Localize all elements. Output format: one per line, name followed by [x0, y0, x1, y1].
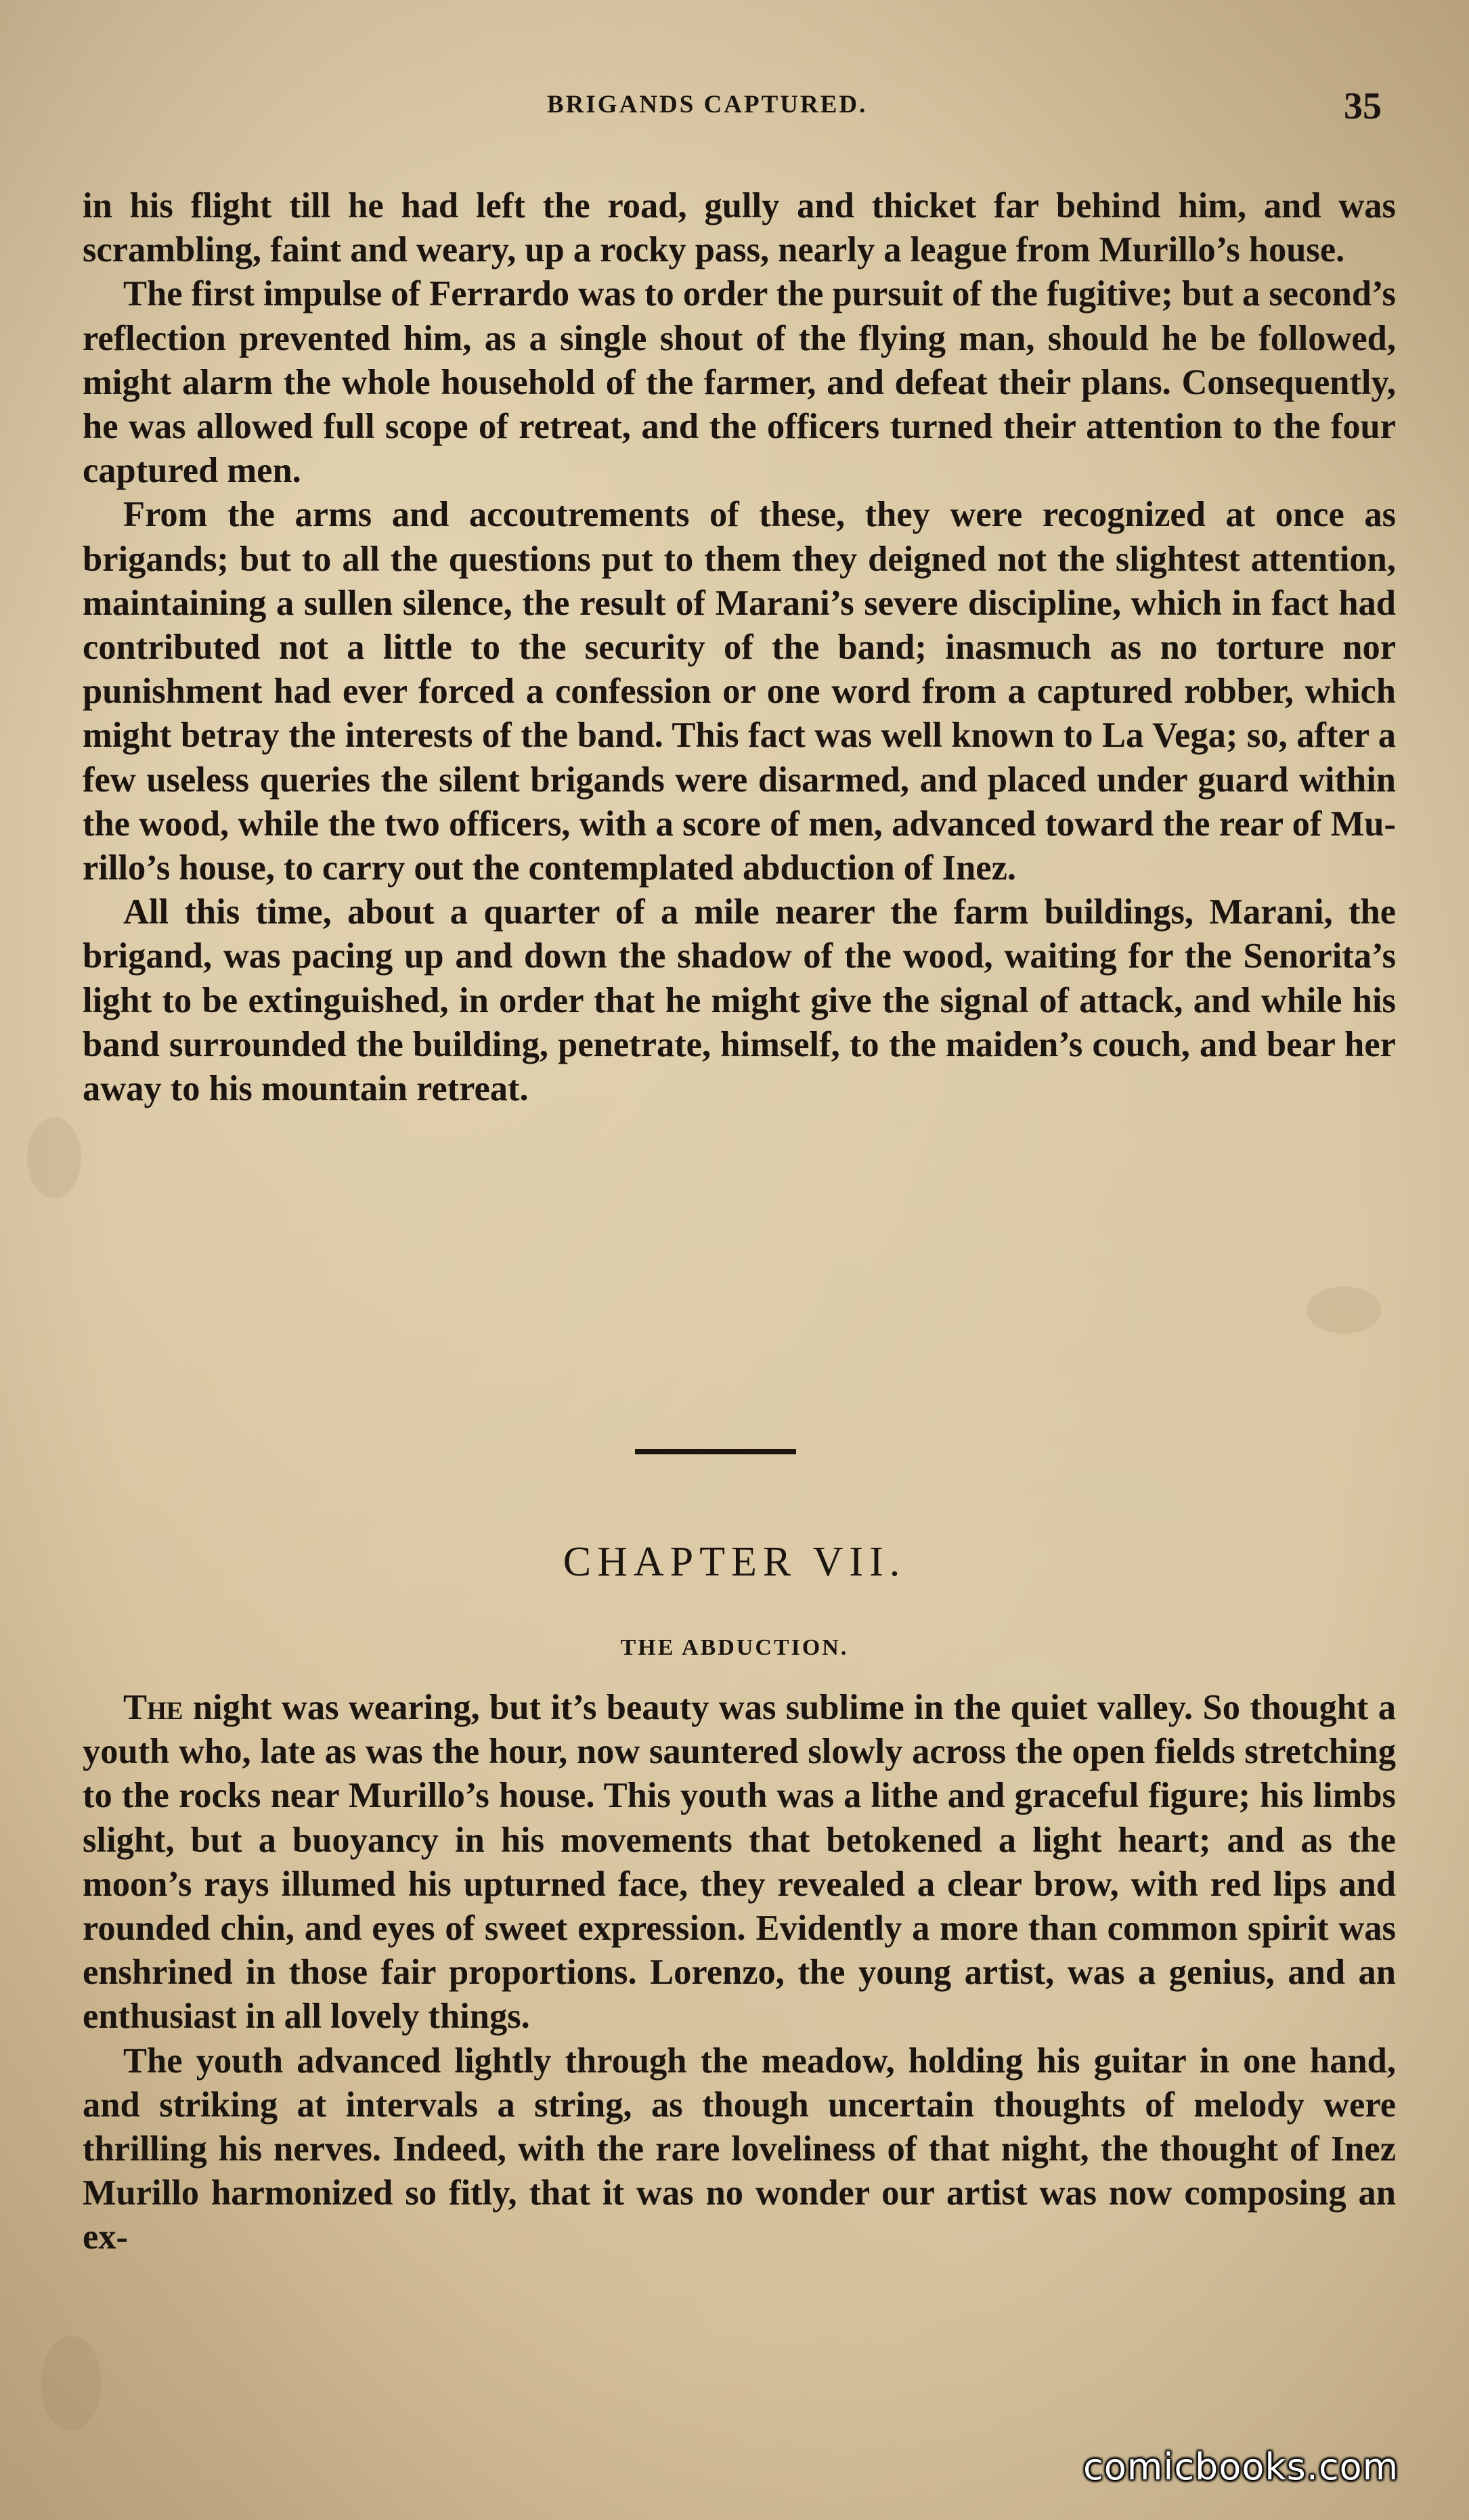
text-section-brigands	[83, 184, 1396, 1111]
paragraph: The first impulse of Ferrardo was to order the pursuit of the fugitive; but a second’s reflection prevented him, as a single shout of the flying man, should he be followed, might alarm the whole household of the farmer, and defeat their plans. Consequently, he was allowed full scope of retreat, and the officers turned their attention to the four captured men.	[83, 274, 1396, 491]
paragraph	[83, 1686, 1396, 2039]
paragraph: All this time, about a quarter of a mile nearer the farm buildings, Marani, the brigand, was pacing up and down the shadow of the wood, waiting for the Senorita’s light to be extinguished, in order that he might give the signal of attack, and while his band surrounded the building, penetrate, himself, to the maiden’s couch, and bear her away to his mountain retreat.	[83, 892, 1396, 1109]
page-number: 35	[1344, 85, 1382, 127]
paper-stain	[1307, 1286, 1381, 1334]
opening-word: The	[123, 1688, 183, 1727]
chapter-title: CHAPTER VII.	[563, 1539, 906, 1585]
text-section-abduction	[83, 1686, 1396, 2260]
chapter-subtitle: THE ABDUCTION.	[620, 1635, 849, 1660]
paragraph: in his flight till he had left the road, gully and thicket far behind him, and was scrambling, faint and weary, up a rocky pass, nearly a league from Murillo’s house.	[83, 186, 1396, 270]
paper-stain	[27, 1117, 81, 1198]
site-watermark: comicbooks.com	[1083, 2446, 1399, 2488]
paper-stain	[41, 2336, 102, 2431]
section-divider-rule	[635, 1449, 796, 1454]
page-header	[0, 85, 1469, 125]
paragraph: The youth advanced lightly through the meadow, holding his guitar in one hand, and striking at intervals a string, as though uncertain thoughts of melody were thrilling his nerves. Indeed, with the rare loveliness of that night, the thought of Inez Murillo harmonized so fitly, that it was no wonder our artist was now composing an ex-	[83, 2041, 1396, 2257]
running-head: BRIGANDS CAPTURED.	[547, 91, 868, 118]
paragraph-text: night was wearing, but it’s beauty was sublime in the quiet valley. So thought a youth who, late as was the hour, now sauntered slowly across the open fields stretching to the rocks near Murillo’s house. This youth was a lithe and graceful figure; his limbs slight, but a buoyancy in his movements that betokened a light heart; and as the moon’s rays illumed his upturned face, they revealed a clear brow, with red lips and rounded chin, and eyes of sweet expression. Evidently a more than common spirit was enshrined in those fair proportions. Lorenzo, the young artist, was a genius, and an enthusiast in all lovely things.	[83, 1688, 1396, 2037]
paragraph: From the arms and accoutrements of these, they were recognized at once as brigands; but to all the questions put to them they deigned not the slightest attention, maintaining a sullen silence, the result of Marani’s severe discipline, which in fact had contributed not a little to the security of the band; inasmuch as no torture nor punishment had ever forced a confession or one word from a captured robber, which might betray the interests of the band. This fact was well known to La Vega; so, after a few useless queries the silent brigands were disarmed, and placed under guard within the wood, while the two officers, with a score of men, advanced toward the rear of Murillo’s house, to carry out the contemplated abduction of Inez.	[83, 495, 1396, 888]
